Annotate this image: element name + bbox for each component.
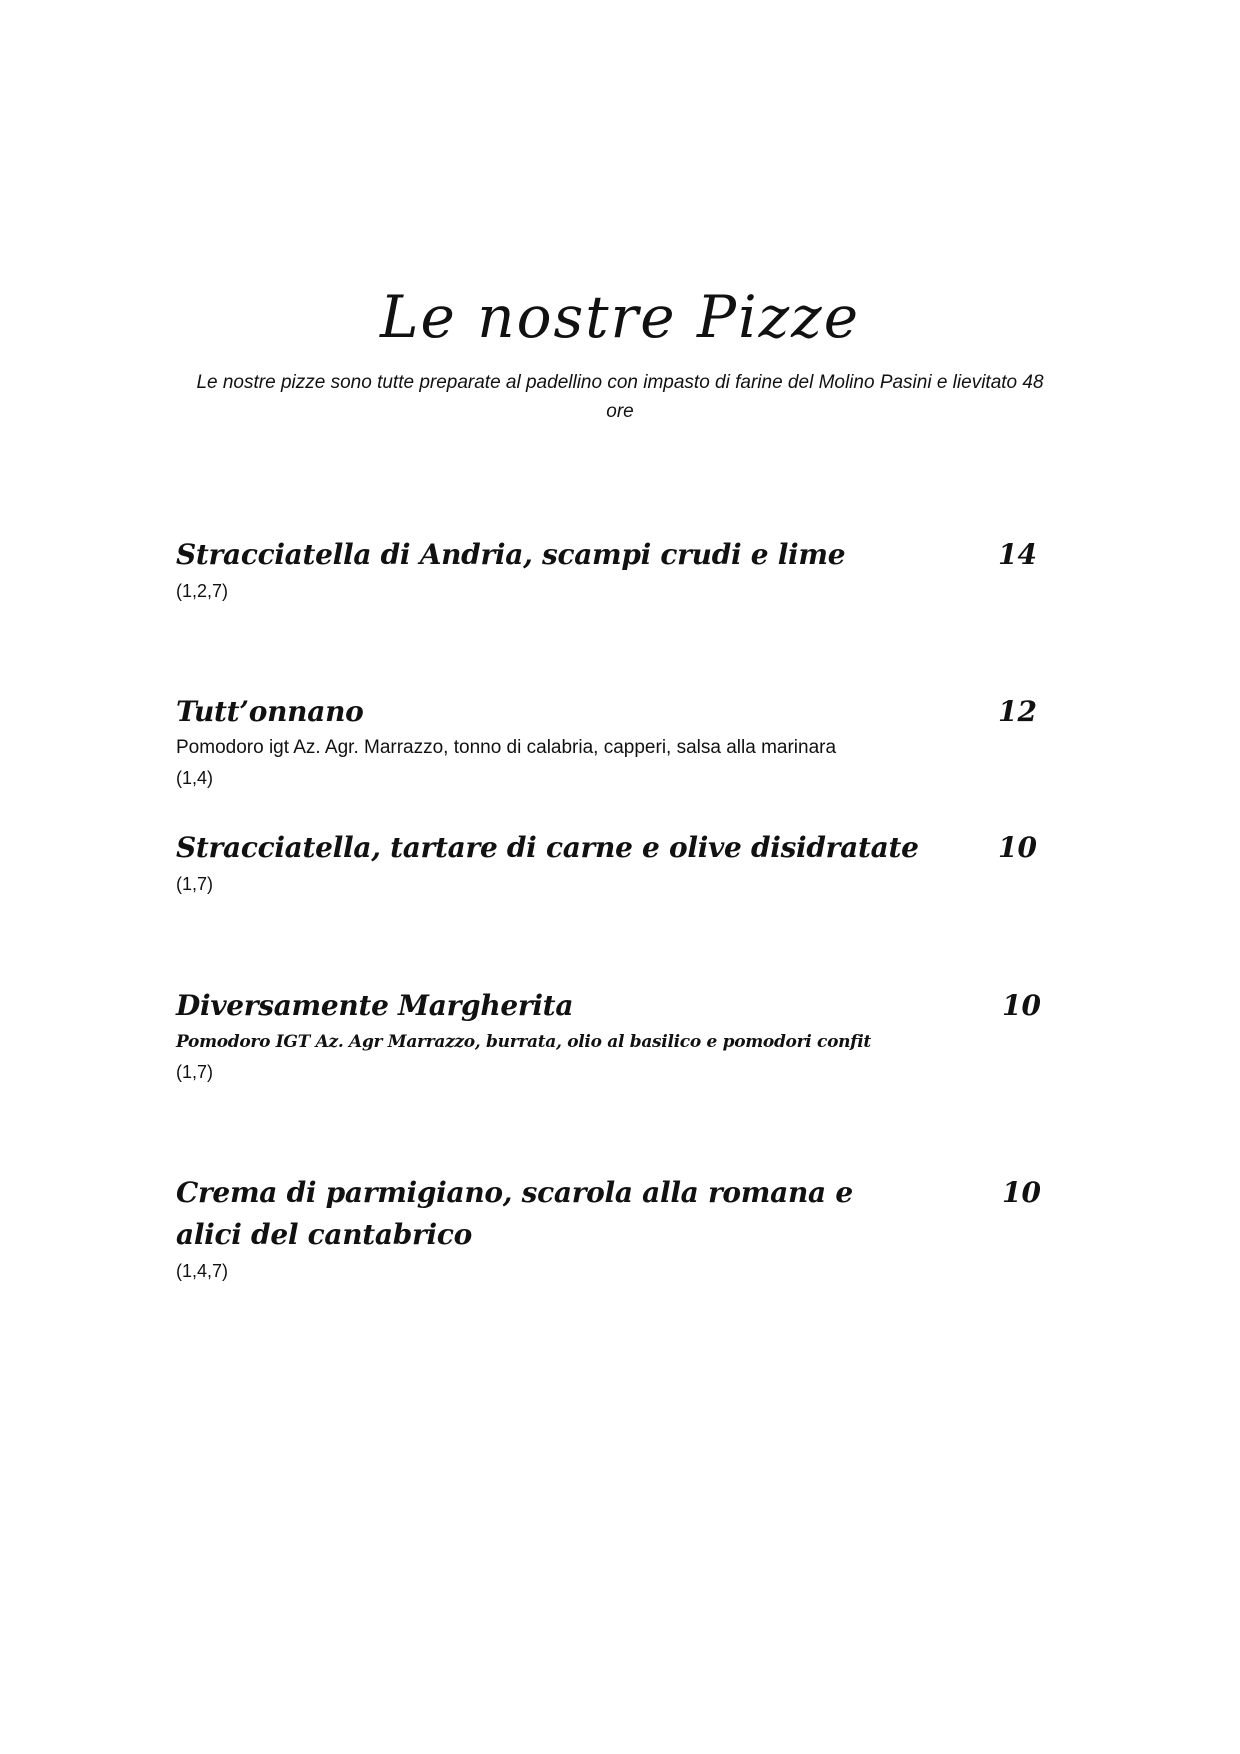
item-name: Crema di parmigiano, scarola alla romana e alici del cantabrico	[176, 1176, 853, 1251]
item-name: Diversamente Margherita	[176, 989, 574, 1022]
menu-item	[176, 534, 1036, 606]
item-allergens: (1,2,7)	[176, 581, 229, 601]
item-price: 12	[998, 695, 1037, 728]
item-price: 14	[998, 538, 1037, 571]
item-description: Pomodoro igt Az. Agr. Marrazzo, tonno di calabria, capperi, salsa alla marinara	[176, 737, 837, 758]
item-description: Pomodoro IGT Az. Agr Marrazzo, burrata, olio al basilico e pomodori confit	[176, 1032, 871, 1052]
item-allergens: (1,4)	[176, 768, 214, 788]
item-allergens: (1,7)	[176, 1062, 214, 1082]
item-name: Stracciatella, tartare di carne e olive disidratate	[176, 831, 919, 864]
menu-item	[176, 827, 1036, 899]
page-subtitle: Le nostre pizze sono tutte preparate al padellino con impasto di farine del Molino Pasini e lievitato 48 ore	[196, 372, 1044, 422]
menu-item	[176, 985, 1041, 1087]
item-price: 10	[1002, 1176, 1041, 1209]
page-title: Le nostre Pizze	[379, 283, 861, 351]
menu-item	[176, 691, 1036, 793]
item-price: 10	[1002, 989, 1041, 1022]
item-allergens: (1,7)	[176, 874, 214, 894]
menu-item	[176, 1172, 1041, 1286]
item-name: Tutt’onnano	[176, 695, 364, 728]
item-price: 10	[998, 831, 1037, 864]
item-allergens: (1,4,7)	[176, 1261, 229, 1281]
item-name: Stracciatella di Andria, scampi crudi e lime	[176, 538, 846, 571]
